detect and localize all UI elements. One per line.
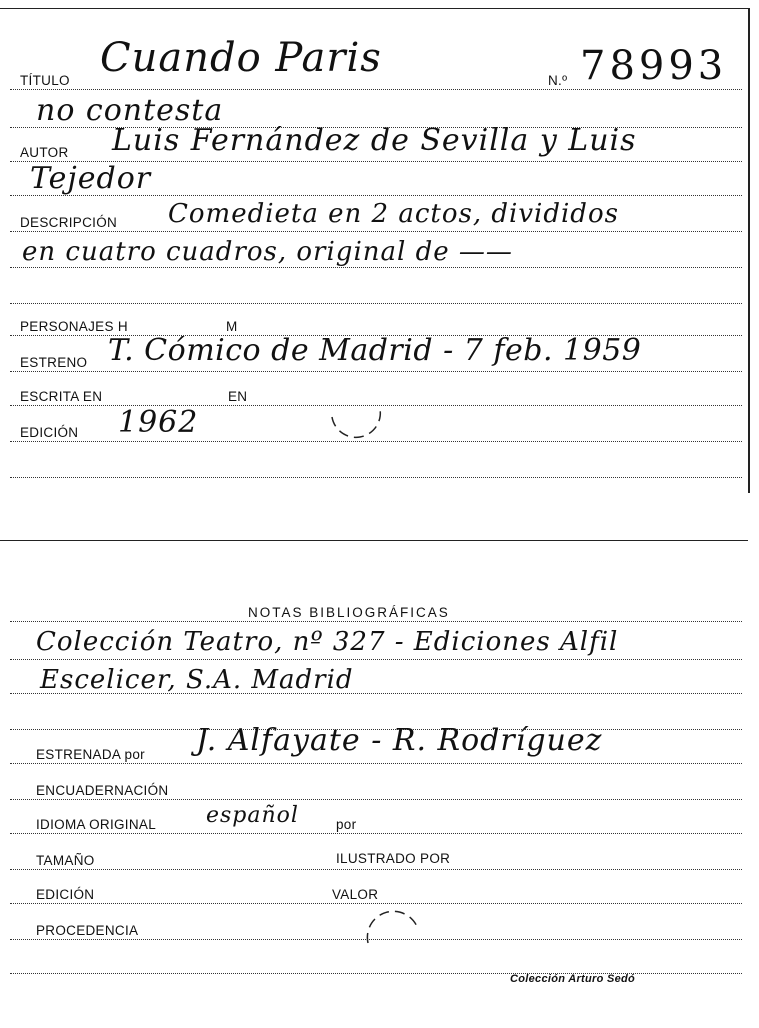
personajes-label: PERSONAJES H: [20, 319, 128, 334]
card-rule: [10, 833, 742, 834]
estrenada-value: J. Alfayate - R. Rodríguez: [196, 723, 603, 758]
idioma-por-label: por: [336, 817, 357, 832]
numero-label: N.º: [548, 73, 568, 88]
procedencia-label: PROCEDENCIA: [36, 923, 139, 938]
card-rule: [10, 371, 742, 372]
titulo-continuation: no contesta: [36, 93, 224, 128]
estrenada-label: ESTRENADA por: [36, 747, 145, 762]
card-rule: [10, 869, 742, 870]
notas-line-2: Escelicer, S.A. Madrid: [40, 665, 354, 695]
autor-continuation: Tejedor: [30, 161, 152, 196]
ilustrado-label: ILUSTRADO POR: [336, 851, 451, 866]
descripcion-value: Comedieta en 2 actos, divididos: [168, 199, 619, 229]
punch-hole-mark: [360, 909, 430, 979]
estreno-value: T. Cómico de Madrid - 7 feb. 1959: [108, 333, 642, 368]
numero-value: 78993: [580, 43, 728, 89]
edicion-label-2: EDICIÓN: [36, 887, 95, 902]
descripcion-label: DESCRIPCIÓN: [20, 215, 118, 230]
notas-line-1: Colección Teatro, nº 327 - Ediciones Alfil: [36, 627, 619, 657]
tamano-label: TAMAÑO: [36, 853, 95, 868]
notas-title: NOTAS BIBLIOGRÁFICAS: [248, 605, 450, 620]
card-rule: [10, 659, 742, 660]
card-rule: [10, 267, 742, 268]
collection-stamp: Colección Arturo Sedó: [510, 973, 636, 985]
personajes-m-label: M: [226, 319, 238, 334]
card-rule: [10, 763, 742, 764]
punch-hole-mark: [320, 387, 390, 457]
edicion-value: 1962: [118, 405, 199, 440]
escrita-label: ESCRITA EN: [20, 389, 103, 404]
autor-value: Luis Fernández de Sevilla y Luis: [112, 123, 637, 158]
card-rule: [10, 303, 742, 304]
titulo-label: TÍTULO: [20, 73, 70, 88]
encuadernacion-label: ENCUADERNACIÓN: [36, 783, 169, 798]
card-rule: [10, 477, 742, 478]
card-rule: [10, 231, 742, 232]
card-rule: [10, 903, 742, 904]
titulo-value: Cuando Paris: [100, 35, 382, 81]
estreno-label: ESTRENO: [20, 355, 88, 370]
autor-label: AUTOR: [20, 145, 69, 160]
edicion-label: EDICIÓN: [20, 425, 79, 440]
escrita-en-label: EN: [228, 389, 248, 404]
catalog-card-top: [0, 8, 750, 493]
catalog-card-bottom: [0, 540, 748, 1011]
descripcion-continuation: en cuatro cuadros, original de ——: [22, 237, 513, 267]
card-rule: [10, 621, 742, 622]
idioma-value: español: [206, 803, 299, 828]
valor-label: VALOR: [332, 887, 379, 902]
card-rule: [10, 89, 742, 90]
card-rule: [10, 799, 742, 800]
idioma-label: IDIOMA ORIGINAL: [36, 817, 157, 832]
